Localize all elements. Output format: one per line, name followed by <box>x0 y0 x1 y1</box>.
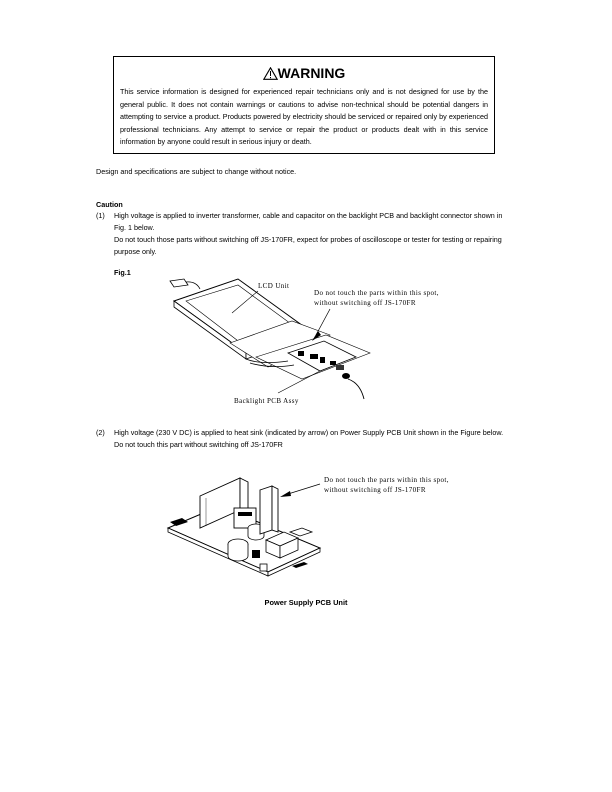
figure-2-caption: Power Supply PCB Unit <box>264 598 348 607</box>
caution-item-1 <box>96 210 566 260</box>
item-line: Do not touch this part without switching off JS-170FR <box>114 440 283 449</box>
warning-heading <box>120 65 488 81</box>
caution-item-2 <box>96 427 566 453</box>
figure-1-warning-note <box>314 288 439 308</box>
item-line: Fig. 1 below. <box>114 223 155 232</box>
figure-1-label: Fig.1 <box>114 268 131 277</box>
note-line: Do not touch the parts within this spot, <box>324 476 449 484</box>
note-line: without switching off JS-170FR <box>314 299 416 307</box>
lcd-unit-label: LCD Unit <box>258 282 290 290</box>
item-line: High voltage (230 V DC) is applied to heat sink (indicated by arrow) on Power Supply PCB Unit shown in the Figure below. <box>114 428 504 437</box>
item-line: Do not touch those parts without switching off JS-170FR, expect for probes of oscilloscope or tester for testing or repairing <box>114 235 502 244</box>
warning-text: This service information is designed for experienced repair technicians only and is not designed for use by the general public. It does not contain warnings or cautions to advise non-technical should be potential dangers in attempting to service a product. Products powered by electricity should be serviced or repaired only by experienced professional technicians. Any attempt to service or repair the product or products dealt with in this service information by anyone could result in serious injury or death. <box>120 87 488 146</box>
item-line: purpose only. <box>114 247 157 256</box>
warning-box <box>113 56 495 154</box>
figure-2-warning-note <box>324 475 449 495</box>
caution-heading: Caution <box>96 200 123 209</box>
item-number: (2) <box>96 428 105 437</box>
change-notice: Design and specifications are subject to change without notice. <box>96 167 297 176</box>
item-number: (1) <box>96 211 105 220</box>
warning-title: WARNING <box>277 65 346 81</box>
note-line: without switching off JS-170FR <box>324 486 426 494</box>
backlight-pcb-label: Backlight PCB Assy <box>234 397 299 405</box>
item-line: High voltage is applied to inverter transformer, cable and capacitor on the backlight PCB and backlight connector shown in <box>114 211 503 220</box>
note-line: Do not touch the parts within this spot, <box>314 289 439 297</box>
warning-triangle-icon <box>263 67 278 80</box>
